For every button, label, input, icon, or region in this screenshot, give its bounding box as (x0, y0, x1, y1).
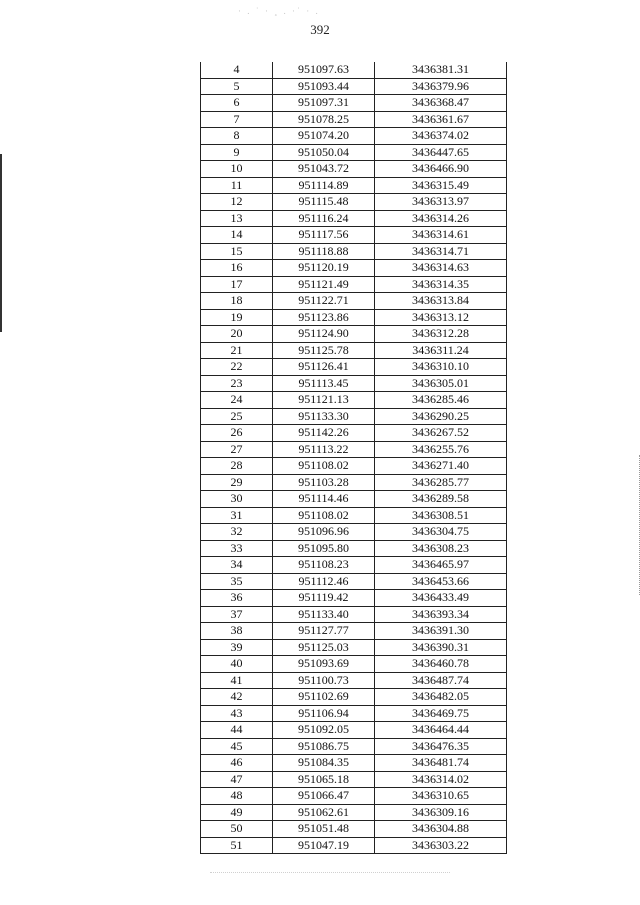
x-coordinate-cell: 951124.90 (273, 326, 375, 343)
x-coordinate-cell: 951092.05 (273, 722, 375, 739)
point-number-cell: 26 (201, 425, 273, 442)
y-coordinate-cell: 3436303.22 (375, 837, 507, 854)
point-number-cell: 14 (201, 227, 273, 244)
y-coordinate-cell: 3436311.24 (375, 342, 507, 359)
table-row (201, 656, 507, 673)
x-coordinate-cell: 951078.25 (273, 111, 375, 128)
point-number-cell: 47 (201, 771, 273, 788)
point-number-cell: 44 (201, 722, 273, 739)
table-row (201, 722, 507, 739)
y-coordinate-cell: 3436487.74 (375, 672, 507, 689)
table-row (201, 111, 507, 128)
x-coordinate-cell: 951133.30 (273, 408, 375, 425)
table-row (201, 177, 507, 194)
x-coordinate-cell: 951065.18 (273, 771, 375, 788)
y-coordinate-cell: 3436310.65 (375, 788, 507, 805)
y-coordinate-cell: 3436313.97 (375, 194, 507, 211)
y-coordinate-cell: 3436476.35 (375, 738, 507, 755)
y-coordinate-cell: 3436313.12 (375, 309, 507, 326)
table-row (201, 672, 507, 689)
y-coordinate-cell: 3436390.31 (375, 639, 507, 656)
point-number-cell: 33 (201, 540, 273, 557)
y-coordinate-cell: 3436304.75 (375, 524, 507, 541)
point-number-cell: 23 (201, 375, 273, 392)
x-coordinate-cell: 951114.89 (273, 177, 375, 194)
x-coordinate-cell: 951112.46 (273, 573, 375, 590)
x-coordinate-cell: 951123.86 (273, 309, 375, 326)
y-coordinate-cell: 3436314.02 (375, 771, 507, 788)
point-number-cell: 18 (201, 293, 273, 310)
table-row (201, 689, 507, 706)
y-coordinate-cell: 3436447.65 (375, 144, 507, 161)
y-coordinate-cell: 3436433.49 (375, 590, 507, 607)
y-coordinate-cell: 3436314.63 (375, 260, 507, 277)
y-coordinate-cell: 3436312.28 (375, 326, 507, 343)
table-row (201, 375, 507, 392)
table-row (201, 788, 507, 805)
table-row (201, 62, 507, 78)
table-row (201, 458, 507, 475)
x-coordinate-cell: 951119.42 (273, 590, 375, 607)
scan-artifact-bottom (210, 872, 450, 893)
scan-edge-mark (0, 154, 2, 332)
table-row (201, 309, 507, 326)
x-coordinate-cell: 951125.78 (273, 342, 375, 359)
table-row (201, 738, 507, 755)
x-coordinate-cell: 951116.24 (273, 210, 375, 227)
point-number-cell: 42 (201, 689, 273, 706)
x-coordinate-cell: 951125.03 (273, 639, 375, 656)
y-coordinate-cell: 3436314.71 (375, 243, 507, 260)
point-number-cell: 10 (201, 161, 273, 178)
table-row (201, 623, 507, 640)
table-row (201, 243, 507, 260)
y-coordinate-cell: 3436381.31 (375, 62, 507, 78)
y-coordinate-cell: 3436466.90 (375, 161, 507, 178)
point-number-cell: 8 (201, 128, 273, 145)
y-coordinate-cell: 3436464.44 (375, 722, 507, 739)
table-row (201, 474, 507, 491)
x-coordinate-cell: 951093.44 (273, 78, 375, 95)
x-coordinate-cell: 951121.13 (273, 392, 375, 409)
y-coordinate-cell: 3436315.49 (375, 177, 507, 194)
point-number-cell: 41 (201, 672, 273, 689)
point-number-cell: 11 (201, 177, 273, 194)
point-number-cell: 31 (201, 507, 273, 524)
x-coordinate-cell: 951084.35 (273, 755, 375, 772)
table-row (201, 540, 507, 557)
x-coordinate-cell: 951043.72 (273, 161, 375, 178)
point-number-cell: 6 (201, 95, 273, 112)
coordinates-table (200, 62, 507, 854)
x-coordinate-cell: 951113.22 (273, 441, 375, 458)
x-coordinate-cell: 951113.45 (273, 375, 375, 392)
table-row (201, 771, 507, 788)
point-number-cell: 37 (201, 606, 273, 623)
table-row (201, 326, 507, 343)
y-coordinate-cell: 3436267.52 (375, 425, 507, 442)
table-row (201, 78, 507, 95)
y-coordinate-cell: 3436374.02 (375, 128, 507, 145)
x-coordinate-cell: 951122.71 (273, 293, 375, 310)
point-number-cell: 38 (201, 623, 273, 640)
x-coordinate-cell: 951103.28 (273, 474, 375, 491)
x-coordinate-cell: 951120.19 (273, 260, 375, 277)
x-coordinate-cell: 951106.94 (273, 705, 375, 722)
point-number-cell: 19 (201, 309, 273, 326)
table-row (201, 260, 507, 277)
y-coordinate-cell: 3436453.66 (375, 573, 507, 590)
page-number: 392 (310, 22, 330, 37)
table-row (201, 144, 507, 161)
table-row (201, 128, 507, 145)
point-number-cell: 30 (201, 491, 273, 508)
table-row (201, 491, 507, 508)
y-coordinate-cell: 3436285.77 (375, 474, 507, 491)
coordinates-table-body (201, 62, 507, 854)
x-coordinate-cell: 951108.02 (273, 458, 375, 475)
x-coordinate-cell: 951051.48 (273, 821, 375, 838)
table-row (201, 590, 507, 607)
table-row (201, 573, 507, 590)
y-coordinate-cell: 3436289.58 (375, 491, 507, 508)
point-number-cell: 24 (201, 392, 273, 409)
table-row (201, 359, 507, 376)
x-coordinate-cell: 951142.26 (273, 425, 375, 442)
x-coordinate-cell: 951096.96 (273, 524, 375, 541)
y-coordinate-cell: 3436393.34 (375, 606, 507, 623)
table-row (201, 804, 507, 821)
point-number-cell: 48 (201, 788, 273, 805)
table-row (201, 821, 507, 838)
table-row (201, 441, 507, 458)
y-coordinate-cell: 3436314.26 (375, 210, 507, 227)
point-number-cell: 40 (201, 656, 273, 673)
x-coordinate-cell: 951127.77 (273, 623, 375, 640)
y-coordinate-cell: 3436304.88 (375, 821, 507, 838)
table-row (201, 425, 507, 442)
scan-artifact: · . ˙ · ¸ . ·˙ · . (238, 6, 320, 16)
point-number-cell: 15 (201, 243, 273, 260)
x-coordinate-cell: 951050.04 (273, 144, 375, 161)
point-number-cell: 13 (201, 210, 273, 227)
x-coordinate-cell: 951097.31 (273, 95, 375, 112)
table-row (201, 705, 507, 722)
table-row (201, 507, 507, 524)
x-coordinate-cell: 951115.48 (273, 194, 375, 211)
x-coordinate-cell: 951097.63 (273, 62, 375, 78)
y-coordinate-cell: 3436255.76 (375, 441, 507, 458)
y-coordinate-cell: 3436391.30 (375, 623, 507, 640)
y-coordinate-cell: 3436469.75 (375, 705, 507, 722)
y-coordinate-cell: 3436305.01 (375, 375, 507, 392)
y-coordinate-cell: 3436271.40 (375, 458, 507, 475)
y-coordinate-cell: 3436309.16 (375, 804, 507, 821)
point-number-cell: 50 (201, 821, 273, 838)
y-coordinate-cell: 3436308.23 (375, 540, 507, 557)
x-coordinate-cell: 951118.88 (273, 243, 375, 260)
x-coordinate-cell: 951102.69 (273, 689, 375, 706)
y-coordinate-cell: 3436285.46 (375, 392, 507, 409)
y-coordinate-cell: 3436290.25 (375, 408, 507, 425)
y-coordinate-cell: 3436379.96 (375, 78, 507, 95)
table-row (201, 194, 507, 211)
x-coordinate-cell: 951074.20 (273, 128, 375, 145)
table-row (201, 276, 507, 293)
y-coordinate-cell: 3436310.10 (375, 359, 507, 376)
x-coordinate-cell: 951114.46 (273, 491, 375, 508)
y-coordinate-cell: 3436465.97 (375, 557, 507, 574)
x-coordinate-cell: 951126.41 (273, 359, 375, 376)
point-number-cell: 32 (201, 524, 273, 541)
point-number-cell: 16 (201, 260, 273, 277)
table-row (201, 342, 507, 359)
point-number-cell: 35 (201, 573, 273, 590)
point-number-cell: 28 (201, 458, 273, 475)
table-row (201, 606, 507, 623)
x-coordinate-cell: 951062.61 (273, 804, 375, 821)
point-number-cell: 17 (201, 276, 273, 293)
point-number-cell: 22 (201, 359, 273, 376)
table-row (201, 755, 507, 772)
y-coordinate-cell: 3436361.67 (375, 111, 507, 128)
point-number-cell: 46 (201, 755, 273, 772)
x-coordinate-cell: 951047.19 (273, 837, 375, 854)
point-number-cell: 5 (201, 78, 273, 95)
y-coordinate-cell: 3436314.61 (375, 227, 507, 244)
x-coordinate-cell: 951086.75 (273, 738, 375, 755)
point-number-cell: 34 (201, 557, 273, 574)
x-coordinate-cell: 951133.40 (273, 606, 375, 623)
y-coordinate-cell: 3436481.74 (375, 755, 507, 772)
point-number-cell: 45 (201, 738, 273, 755)
table-row (201, 95, 507, 112)
table-row (201, 392, 507, 409)
point-number-cell: 27 (201, 441, 273, 458)
x-coordinate-cell: 951095.80 (273, 540, 375, 557)
x-coordinate-cell: 951121.49 (273, 276, 375, 293)
table-row (201, 557, 507, 574)
table-row (201, 837, 507, 854)
point-number-cell: 12 (201, 194, 273, 211)
x-coordinate-cell: 951093.69 (273, 656, 375, 673)
point-number-cell: 7 (201, 111, 273, 128)
x-coordinate-cell: 951100.73 (273, 672, 375, 689)
point-number-cell: 9 (201, 144, 273, 161)
table-row (201, 408, 507, 425)
point-number-cell: 39 (201, 639, 273, 656)
point-number-cell: 4 (201, 62, 273, 78)
y-coordinate-cell: 3436482.05 (375, 689, 507, 706)
x-coordinate-cell: 951066.47 (273, 788, 375, 805)
table-row (201, 227, 507, 244)
table-row (201, 210, 507, 227)
point-number-cell: 21 (201, 342, 273, 359)
point-number-cell: 49 (201, 804, 273, 821)
x-coordinate-cell: 951108.23 (273, 557, 375, 574)
table-row (201, 293, 507, 310)
point-number-cell: 20 (201, 326, 273, 343)
table-row (201, 161, 507, 178)
point-number-cell: 43 (201, 705, 273, 722)
table-row (201, 524, 507, 541)
point-number-cell: 51 (201, 837, 273, 854)
y-coordinate-cell: 3436368.47 (375, 95, 507, 112)
y-coordinate-cell: 3436313.84 (375, 293, 507, 310)
point-number-cell: 36 (201, 590, 273, 607)
point-number-cell: 29 (201, 474, 273, 491)
x-coordinate-cell: 951108.02 (273, 507, 375, 524)
table-row (201, 639, 507, 656)
y-coordinate-cell: 3436460.78 (375, 656, 507, 673)
y-coordinate-cell: 3436314.35 (375, 276, 507, 293)
x-coordinate-cell: 951117.56 (273, 227, 375, 244)
point-number-cell: 25 (201, 408, 273, 425)
y-coordinate-cell: 3436308.51 (375, 507, 507, 524)
